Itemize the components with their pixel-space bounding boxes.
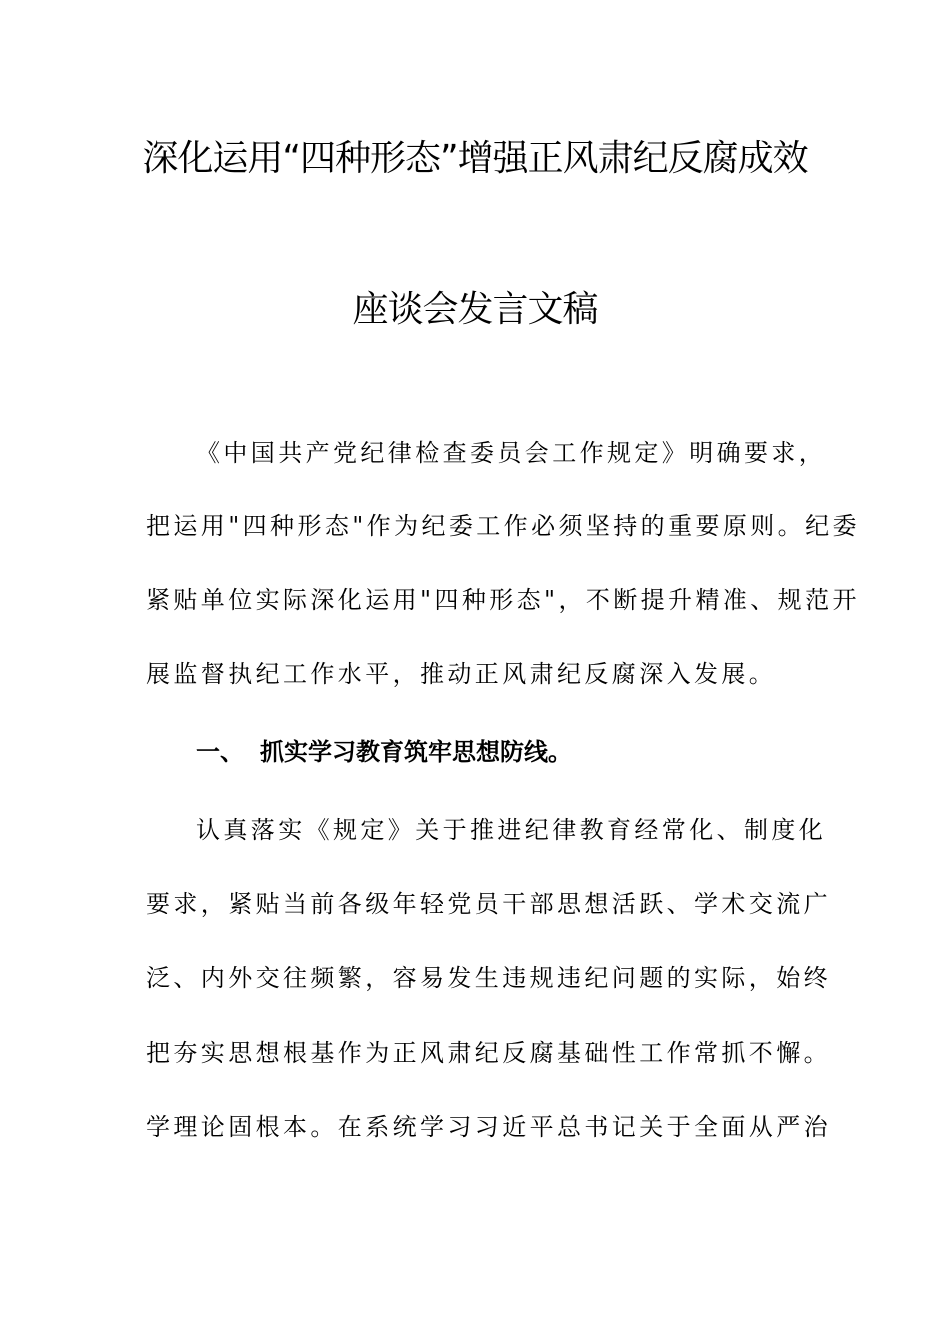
section-1-heading-text: 抓实学习教育筑牢思想防线。 bbox=[260, 738, 572, 766]
section-1-number: 一、 bbox=[196, 738, 244, 766]
paragraph-2-line-3: 泛、内外交往频繁，容易发生违规违纪问题的实际，始终 bbox=[146, 964, 831, 992]
paragraph-1-line-3: 紧贴单位实际深化运用"四种形态"，不断提升精准、规范开 bbox=[146, 586, 860, 614]
paragraph-2-line-1: 认真落实《规定》关于推进纪律教育经常化、制度化 bbox=[196, 816, 827, 844]
paragraph-1-line-4: 展监督执纪工作水平，推动正风肃纪反腐深入发展。 bbox=[146, 660, 777, 688]
paragraph-2-line-2: 要求，紧贴当前各级年轻党员干部思想活跃、学术交流广 bbox=[146, 890, 831, 918]
document-title-line-2: 座谈会发言文稿 bbox=[352, 289, 598, 330]
paragraph-1-line-2: 把运用"四种形态"作为纪委工作必须坚持的重要原则。纪委 bbox=[146, 512, 860, 540]
paragraph-2-line-5: 学理论固根本。在系统学习习近平总书记关于全面从严治 bbox=[146, 1113, 831, 1141]
paragraph-2-line-4: 把夯实思想根基作为正风肃纪反腐基础性工作常抓不懈。 bbox=[146, 1039, 831, 1067]
paragraph-1-line-1: 《中国共产党纪律检查委员会工作规定》明确要求， bbox=[196, 439, 827, 467]
document-title-line-1: 深化运用“四种形态”增强正风肃纪反腐成效 bbox=[142, 138, 808, 179]
section-1-heading bbox=[196, 735, 572, 769]
